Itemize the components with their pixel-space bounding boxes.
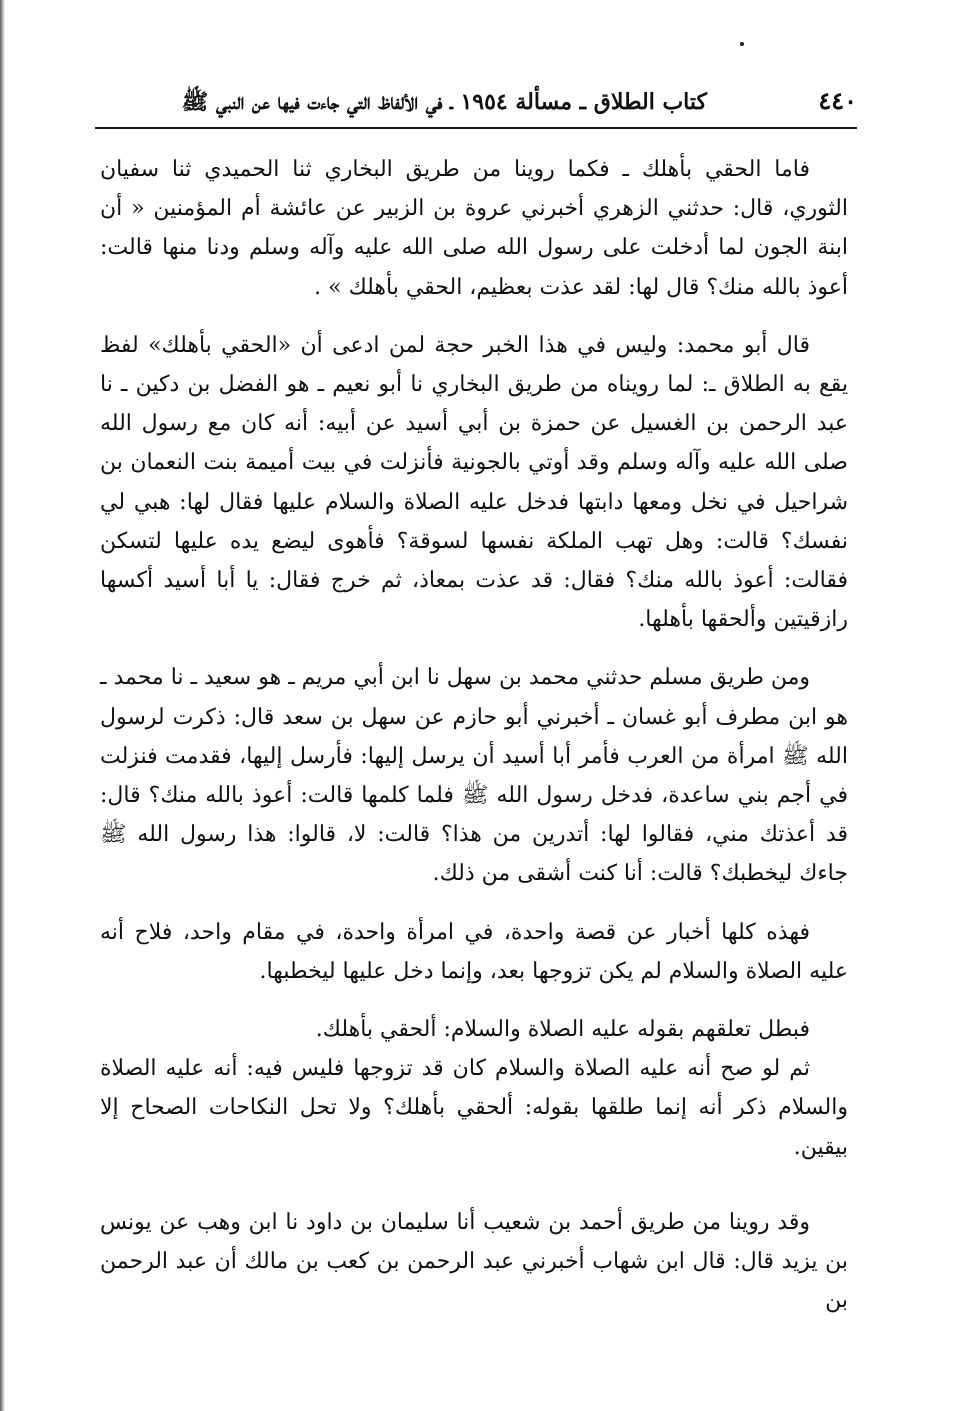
scan-edge-shadow: [0, 0, 5, 1411]
paragraph-7: وقد روينا من طريق أحمد بن شعيب أنا سليمان بن داود نا ابن وهب عن يونس بن يزيد قال: قال ابن شهاب أخبرني عبد الرحمن بن كعب بن مالك أن عبد الرحمن بن: [100, 1209, 848, 1314]
paragraph-6: ثم لو صح أنه عليه الصلاة والسلام كان قد تزوجها فليس فيه: أنه عليه الصلاة والسلام ذكر أنه إنما طلقها بقوله: ألحقي بأهلك؟ ولا تحل النكاحات الصحاح إلا بيقين.: [100, 1056, 848, 1160]
paragraph-3: ومن طريق مسلم حدثني محمد بن سهل نا ابن أبي مريم ـ هو سعيد ـ نا محمد ـ هو ابن مطرف أبو غسان ـ أخبرني أبو حازم عن سهل بن سعد قال: ذكرت لرسول الله ﷺ امرأة من العرب فأمر أبا أسيد أن يرسل إليها: فأرسل إليها، فقدمت فنزلت في أجم بني ساعدة، فدخل رسول الله ﷺ فلما كلمها قالت: أعوذ بالله منك؟ قال: قد أعذتك مني، فقالوا لها: أتدرين من هذا؟ قالت: لا، قالوا: هذا رسول الله ﷺ جاءك ليخطبك؟ قالت: أنا كنت أشقى من ذلك.: [100, 665, 848, 887]
scan-speck: [740, 42, 744, 46]
paragraph-5: فبطل تعلقهم بقوله عليه الصلاة والسلام: ألحقي بأهلك.: [315, 1017, 810, 1043]
paragraph-2: قال أبو محمد: وليس في هذا الخبر حجة لمن ادعى أن «الحقي بأهلك» لفظ يقع به الطلاق ـ: لما رويناه من طريق البخاري نا أبو نعيم ـ هو الفضل بن دكين ـ نا عبد الرحمن بن الغسيل عن حمزة بن أبي أسيد عن أبيه: أنه كان مع رسول الله صلى الله عليه وآله وسلم وقد أوتي بالجونية فأنزلت في بيت أميمة بنت النعمان بن شراحيل في نخل ومعها دابتها فدخل عليه الصلاة والسلام عليها فقال لها: هبي لي نفسك؟ قالت: وهل تهب الملكة نفسها لسوقة؟ فأهوى ليضع يده عليها لتسكن فقالت: أعوذ بالله منك؟ فقال: قد عذت بمعاذ، ثم خرج فقال: يا أبا أسيد أكسها رازقيتين وألحقها بأهلها.: [100, 332, 848, 633]
page-number: ٤٤٠: [818, 86, 857, 115]
page-header: [95, 78, 857, 120]
body-text: [100, 150, 848, 1320]
paragraph-4: فهذه كلها أخبار عن قصة واحدة، في امرأة واحدة، في مقام واحد، فلاح أنه عليه الصلاة والسلام لم يكن تزوجها بعد، وإنما دخل عليها ليخطبها.: [100, 919, 848, 984]
paragraph-1: فاما الحقي بأهلك ـ فكما روينا من طريق البخاري ثنا الحميدي ثنا سفيان الثوري، قال: حدثني الزهري أخبرني عروة بن الزبير عن عائشة أم المؤمنين « أن ابنة الجون لما أدخلت على رسول الله صلى الله عليه وآله وسلم ودنا منها قالت: أعوذ بالله منك؟ قال لها: لقد عذت بعظيم، الحقي بأهلك » .: [100, 157, 848, 300]
header-divider: [95, 127, 857, 129]
running-title: كتاب الطلاق ـ مسألة ١٩٥٤ ـ في الألفاظ التي جاءت فيها عن النبي ﷺ: [181, 89, 707, 115]
